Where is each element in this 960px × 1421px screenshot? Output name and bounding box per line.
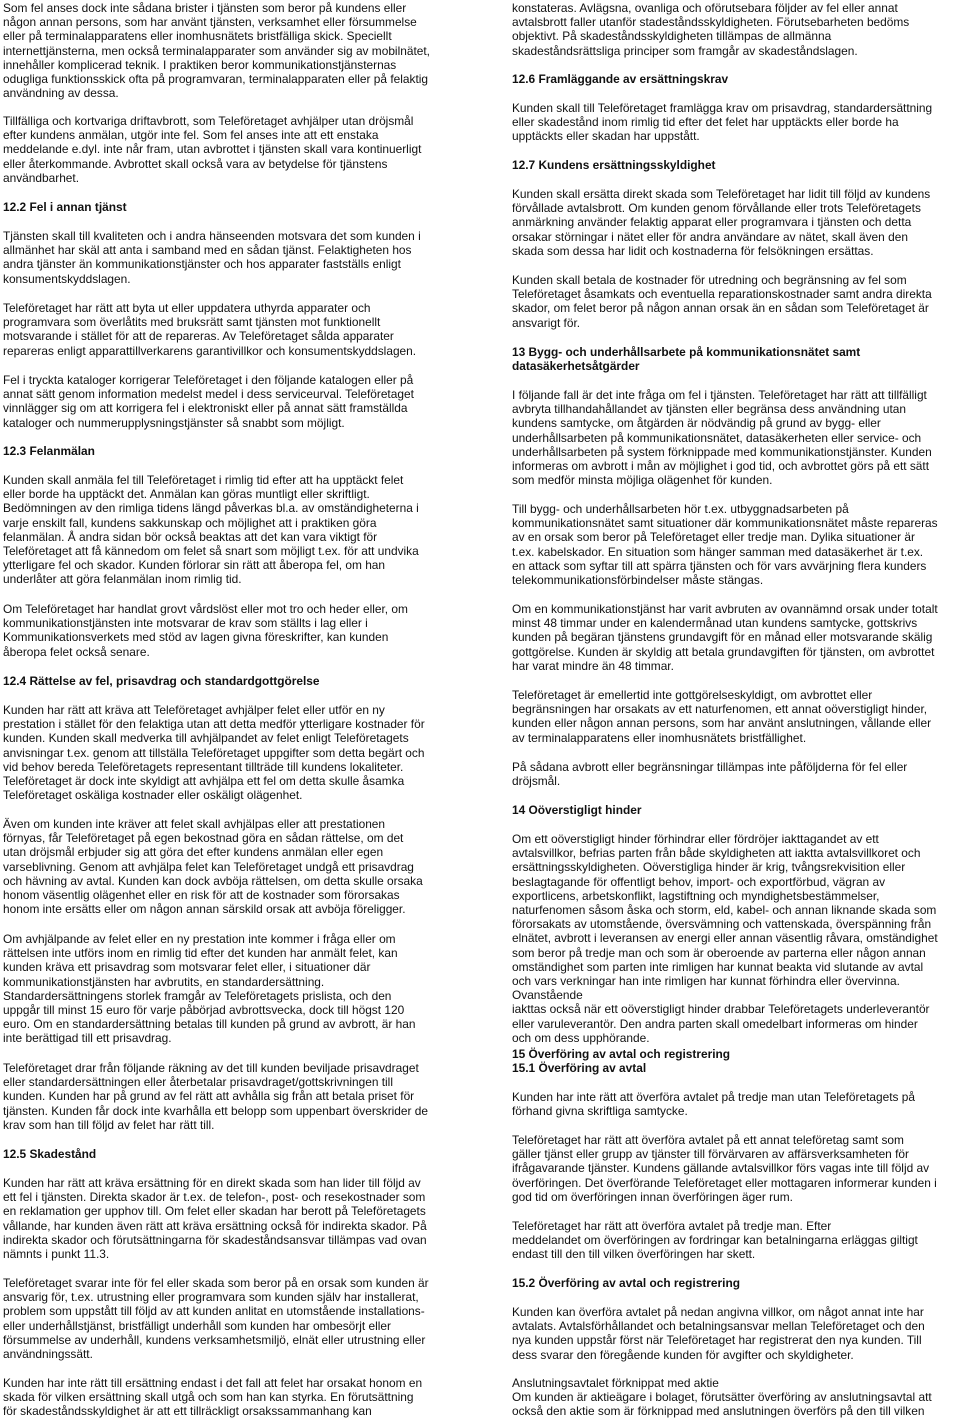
section-heading: 15.2 Överföring av avtal och registrering — [512, 1276, 740, 1290]
body-paragraph: Anslutningsavtalet förknippat med aktie Om kunden är aktieägare i bolaget, förutsätter överföring av anslutningsavtal att också den aktie som är förknippad med anslutningen överförs på den till vilken — [512, 1376, 932, 1419]
body-paragraph: Kunden skall betala de kostnader för utredning och begränsning av fel som Teleföretaget åsamkats och eventuella reparationskostnader samt andra direkta skador, om felet beror på någon annan orsak än en sådan som Teleföretaget är ansvarigt för. — [512, 273, 932, 330]
section-heading: 12.7 Kundens ersättningsskyldighet — [512, 158, 716, 172]
body-paragraph: Kunden har rätt att kräva ersättning för en direkt skada som han lider till följd av ett fel i tjänsten. Direkta skador är t.ex. de telefon-, post- och resekostnader som en reklamation ger upphov till. Om felet eller skadan har berott på Teleföretagets vållande, har kunden även rätt att kräva ersättning också för indirekta skador. På indirekta skador och förutsättningarna för skadeståndsansvar tillämpas vad ovan nämnts i punkt 11.3. — [3, 1176, 427, 1262]
section-heading: 15 Överföring av avtal och registrering 15.1 Överföring av avtal — [512, 1047, 731, 1076]
body-paragraph: Om avhjälpande av felet eller en ny prestation inte kommer i fråga eller om rättelsen inte utförs inom en rimlig tid efter det kunden har anmält felet, kan kunden kräva ett prisavdrag som motsvarar felet eller, i situationer där kommunikationstjänsten har avbrutits, en standardersättning. Standardersättningens storlek framgår av Teleföretagets prislista, och den uppgår till minst 15 euro för varje påbörjad avbrottsvecka, dock till högst 120 euro. Om en standardersättning betalas till kunden på grund av avbrott, är han inte berättigad till ett prisavdrag. — [3, 932, 416, 1046]
body-paragraph: Som fel anses dock inte sådana brister i tjänsten som beror på kundens eller någon annan persons, som har använt tjänsten, verksamhet eller försummelse eller på terminalapparatens eller inomhusnätets bristfälliga skick. Speciellt internettjänsterna, men också terminalapparater som använder sig av mobilnätet, innehåller komplicerad teknik. I praktiken beror kommunikationstjänsternas odugliga funktionsskick ofta på programvaran, terminalapparaten eller på felaktig användning av dessa. — [3, 1, 430, 101]
body-paragraph: Om en kommunikationstjänst har varit avbruten av ovannämnd orsak under totalt minst 48 timmar under en kalendermånad utan kundens samtycke, gottskrivs kunden på begäran tjänstens grundavgift för en månad eller motsvarande skälig gottgörelse. Kunden är skyldig att betala grundavgiften för tjänsten, om avbrottet har varat mindre än 48 timmar. — [512, 602, 938, 673]
body-paragraph: Kunden skall till Teleföretaget framlägga krav om prisavdrag, standardersättning eller skadestånd inom rimlig tid efter det felet har upptäckts eller borde ha upptäckts eller skadan har uppstått. — [512, 101, 933, 144]
body-paragraph: Om ett oöverstigligt hinder förhindrar eller fördröjer iakttagandet av ett avtalsvillkor, befrias parten från både skyldigheten att iaktta avtalsvillkoret och ersättningsskyldigheten. Oöverstigliga hinder är krig, tvångsrekvisition eller beslagtagande för offentligt behov, import- och exportförbud, vägran av exportlicens, arbetskonflikt, lagstiftning och myndighetsbestämmelser, naturfenomen såsom åska och storm, eld, kabel- och annan liknande skada som förorsakats av utomstående, översvämning och vattenskada, överspänning från elnätet, avbrott i leveransen av energi eller annan väsentlig råvara, omständighet som beror på tredje man och som är oberoende av parterna eller någon annan omständighet som parten inte rimligen har kunnat beakta vid slutande av avtal och vars verkningar han inte rimligen har kunnat förhindra eller övervinna. Ovanstående iakttas också när ett oöverstigligt hinder drabbar Teleföretagets underleverantör eller varuleverantör. Den andra parten skall omedelbart informeras om hinder och om dess upphörande. — [512, 832, 938, 1045]
section-heading: 13 Bygg- och underhållsarbete på kommunikationsnätet samt datasäkerhetsåtgärder — [512, 345, 861, 374]
body-paragraph: Kunden har rätt att kräva att Teleföretaget avhjälper felet eller utför en ny prestation i stället för den felaktiga utan att detta medför ytterligare kostnader för kunden. Kunden skall medverka till avhjälpandet av felet enligt Teleföretagets anvisningar t.ex. genom att tillställa Teleföretaget uppgifter som detta begärt och vid behov bereda Teleföretagets representant tillträde till kundens lokaliteter. Teleföretaget är dock inte skyldigt att avhjälpa ett fel om detta skulle åsamka Teleföretaget oskäliga kostnader eller oskäligt olägenhet. — [3, 703, 425, 803]
body-paragraph: Om Teleföretaget har handlat grovt vårdslöst eller mot tro och heder eller, om kommunikationstjänsten inte motsvarar de krav som ställts i lag eller i Kommunikationsverkets med stöd av lagen givna föreskrifter, kan kunden åberopa felet också senare. — [3, 602, 408, 659]
body-paragraph: Tillfälliga och kortvariga driftavbrott, som Teleföretaget avhjälper utan dröjsmål efter kundens anmälan, utgör inte fel. Som fel anses inte att ett enstaka meddelande e.dyl. inte når fram, utan avbrottet i tjänsten skall vara kontinuerligt eller återkommande. Avbrottet skall också vara av betydelse för tjänstens användbarhet. — [3, 114, 422, 185]
body-paragraph: Även om kunden inte kräver att felet skall avhjälpas eller att prestationen förnyas, får Teleföretaget på egen bekostnad göra en sådan rättelse, om det utan dröjsmål erbjuder sig att göra det efter kundens anmälan eller egen varseblivning. Genom att avhjälpa felet kan Teleföretaget undgå ett prisavdrag och hävning av avtal. Kunden kan dock avböja rättelsen, om detta skulle orsaka honom väsentlig olägenhet eller en risk för att de kostnader som förorsakas honom inte ersätts eller om någon annan särskild orsak att avböja föreligger. — [3, 817, 423, 917]
body-paragraph: Teleföretaget har rätt att överföra avtalet på tredje man. Efter meddelandet om överföringen av fordringar kan betalningarna erläggas giltigt endast till den till vilken överföringen har skett. — [512, 1219, 918, 1262]
body-paragraph: Teleföretaget har rätt att överföra avtalet på ett annat teleföretag samt som gäller tjänst eller grupp av tjänster till förvärvaren av affärsverksamheten för ifrågavarande tjänster. Kundens gällande avtalsvillkor förs vagas inte till följd av överföringen. Det överförande Teleföretaget eller mottagaren informerar kunden i god tid om överföringen innan överföringen äger rum. — [512, 1133, 937, 1204]
body-paragraph: Teleföretaget drar från följande räkning av det till kunden beviljade prisavdraget eller standardersättningen eller återbetalar prisavdraget/gottskrivningen till kunden. Kunden har på grund av fel rätt att avhålla sig från att betala priset för tjänsten. Kunden får dock inte kvarhålla ett belopp som uppenbart överskrider de krav som han till följd av felet har rätt till. — [3, 1061, 429, 1132]
body-paragraph: Tjänsten skall till kvaliteten och i andra hänseenden motsvara det som kunden i allmänhet har skäl att anta i samband med en sådan tjänst. Felaktigheten hos andra tjänster än kommunikationstjänster och hos apparater fastställs enligt konsumentskyddslagen. — [3, 229, 421, 286]
body-paragraph: konstateras. Avlägsna, ovanliga och oförutsebara följder av fel eller annat avtalsbrott faller utanför stadeståndsskyldigheten. Förutsebarheten bedöms objektivt. På skadeståndsskyldigheten tillämpas de allmänna skadeståndsrättsliga principer som framgår av skadeståndslagen. — [512, 1, 910, 58]
body-paragraph: Kunden kan överföra avtalet på nedan angivna villkor, om något annat inte har avtalats. Avtalsförhållandet och betalningsansvar mellan Teleföretaget och den nya kunden uppstår först när Teleföretaget har registrerat den nya kunden. Till dess svarar den föregående kunden för avgifter och skyldigheter. — [512, 1305, 925, 1362]
body-paragraph: Kunden har inte rätt att överföra avtalet på tredje man utan Teleföretagets på förhand givna skriftliga samtycke. — [512, 1090, 915, 1119]
body-paragraph: I följande fall är det inte fråga om fel i tjänsten. Teleföretaget har rätt att tillfälligt avbryta tillhandahållandet av tjänsten eller begränsa dess användning utan kundens samtycke, om åtgärden är nödvändig på grund av bygg- eller underhållsarbeten på kommunikationsnätet, datasäkerheten eller service- och underhållsarbeten på system förknippade med kommunikationstjänster. Kunden informeras om avbrott i mån av möjlighet i god tid, och avbrottet görs på ett sätt som medför minsta möjliga olägenhet för kunden. — [512, 388, 932, 488]
body-paragraph: Teleföretaget har rätt att byta ut eller uppdatera uthyrda apparater och programvara som överlåtits med bruksrätt samt tjänsten mot funktionellt motsvarande i stället för att de repareras. Av Teleföretaget sålda apparater repareras enligt apparattillverkarens garantivillkor och konsumentskyddslagen. — [3, 301, 417, 358]
body-paragraph: Teleföretaget svarar inte för fel eller skada som beror på en orsak som kunden är ansvarig för, t.ex. utrustning eller programvara som kunden själv har installerat, problem som uppstått till följd av att kunden anlitat en utomstående installations- eller underhållstjänst, bristfälligt underhåll som kunden har ombesörjt eller försummelse av underhåll, kundens verksamhetsmiljö, elnät eller utrustning eller användningssätt. — [3, 1276, 429, 1362]
section-heading: 12.2 Fel i annan tjänst — [3, 200, 127, 214]
section-heading: 12.6 Framläggande av ersättningskrav — [512, 72, 729, 86]
section-heading: 14 Oöverstigligt hinder — [512, 803, 642, 817]
section-heading: 12.4 Rättelse av fel, prisavdrag och standardgottgörelse — [3, 674, 320, 688]
body-paragraph: På sådana avbrott eller begränsningar tillämpas inte påföljderna för fel eller dröjsmål. — [512, 760, 908, 789]
body-paragraph: Teleföretaget är emellertid inte gottgörelseskyldigt, om avbrottet eller begränsningen har orsakats av ett naturfenomen, ett annat oöverstigligt hinder, kunden eller någon annan persons, som har använt anslutningen, vållande eller av terminalapparatens eller inomhusnätets bristfällighet. — [512, 688, 932, 745]
section-heading: 12.3 Felanmälan — [3, 444, 95, 458]
body-paragraph: Fel i tryckta kataloger korrigerar Teleföretaget i den följande katalogen eller på annat sätt genom information medelst medel i dess serviceurval. Teleföretaget vinnlägger sig om att korrigera fel i elektroniskt eller på annat sätt framställda kataloger och nummerupplysningstjänster så snabbt som möjligt. — [3, 373, 414, 430]
body-paragraph: Kunden har inte rätt till ersättning endast i det fall att felet har orsakat honom en skada för vilken ersättning skall utgå och som han kan styrka. En förutsättning för skadeståndsskyldighet är att ett tillräckligt orsakssammanhang kan — [3, 1376, 423, 1419]
section-heading: 12.5 Skadestånd — [3, 1147, 97, 1161]
body-paragraph: Kunden skall ersätta direkt skada som Teleföretaget har lidit till följd av kundens förvållade avtalsbrott. Om kunden genom förvållande eller trots Teleföretagets anmärkning använder felaktig apparat eller programvara i tjänsten och detta orsakar störningar i nätet eller för andra användare av nätet, skall även den skada som dessa har lidit och kostnaderna för felsökningen ersättas. — [512, 187, 931, 258]
body-paragraph: Kunden skall anmäla fel till Teleföretaget i rimlig tid efter att ha upptäckt felet eller borde ha upptäckt det. Anmälan kan göras muntligt eller skriftligt. Bedömningen av den rimliga tidens längd påverkas bl.a. av omständigheterna i varje enskilt fall, kundens sakkunskap och möjlighet att i praktiken göra felanmälan. Å andra sidan bör också beaktas att det kan vara viktigt för Teleföretaget att få kännedom om felet så snart som möjligt t.ex. för att undvika ytterligare fel och skador. Kunden förlorar sin rätt att åberopa fel, om han underlåter att göra felanmälan inom rimlig tid. — [3, 473, 419, 587]
body-paragraph: Till bygg- och underhållsarbeten hör t.ex. utbyggnadsarbeten på kommunikationsnätet samt situationer där kommunikationsnätet måste repareras av en orsak som beror på Teleföretaget eller tredje man. Dylika situationer är t.ex. kabelskador. En situation som hänger samman med datasäkerhet är t.ex. en attack som syftar till att spärra tjänsten och för vars avvärjning flera kunders telekommunikationsförbindelser måste stängas. — [512, 502, 938, 588]
